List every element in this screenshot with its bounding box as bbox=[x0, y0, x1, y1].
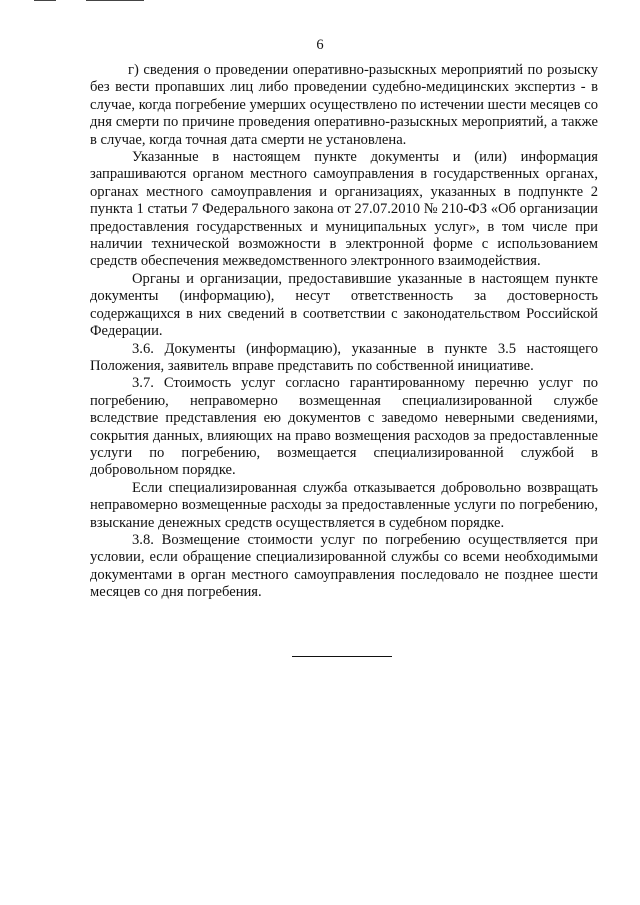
paragraph-documents-requested: Указанные в настоящем пункте документы и (или) информация запрашиваются органом местного самоуправления в государственных органах, органах местного самоуправления и организациях, указанных в подпункте 2 пункта 1 статьи 7 Федерального закона от 27.07.2010 № 210-ФЗ «Об организации предоставления государственных и муниципальных услуг», в том числе при наличии технической возможности в электронной форме с использованием средств обеспечения межведомственного электронного взаимодействия. bbox=[90, 149, 598, 270]
page-number: 6 bbox=[316, 37, 324, 53]
paragraph-3-6: 3.6. Документы (информацию), указанные в пункте 3.5 настоящего Положения, заявитель вправе представить по собственной инициативе. bbox=[90, 340, 598, 374]
scan-mark-short bbox=[34, 0, 56, 1]
paragraph-responsibility: Органы и организации, предоставившие указанные в настоящем пункте документы (информацию), несут ответственность за достоверность содержащихся в них сведений в соответствии с законодательством Российской Федерации. bbox=[90, 270, 598, 340]
paragraph-refusal: Если специализированная служба отказывается добровольно возвращать неправомерно возмещенные расходы за предоставленные услуги по погребению, взыскание денежных средств осуществляется в судебном порядке. bbox=[90, 479, 598, 531]
scan-mark-long bbox=[86, 0, 144, 1]
document-body bbox=[90, 62, 598, 602]
paragraph-3-7: 3.7. Стоимость услуг согласно гарантированному перечню услуг по погребению, неправомерно возмещенная специализированной службе вследствие представления ею документов с заведомо неверными сведениями, сокрытия данных, влияющих на право возмещения расходов за предоставленные услуги по погребению, возмещается специализированной службой в добровольном порядке. bbox=[90, 375, 598, 479]
end-of-text-rule bbox=[292, 656, 392, 657]
paragraph-item-g: г) сведения о проведении оперативно-разыскных мероприятий по розыску без вести пропавших лиц либо проведении судебно-медицинских экспертиз - в случае, когда погребение умерших осуществлено по истечении шести месяцев со дня смерти по причине проведения оперативно-разыскных мероприятий, а также в случае, когда точная дата смерти не установлена. bbox=[90, 62, 598, 148]
paragraph-3-8: 3.8. Возмещение стоимости услуг по погребению осуществляется при условии, если обращение специализированной службы со всеми необходимыми документами в орган местного самоуправления последовало не позднее шести месяцев со дня погребения. bbox=[90, 531, 598, 601]
